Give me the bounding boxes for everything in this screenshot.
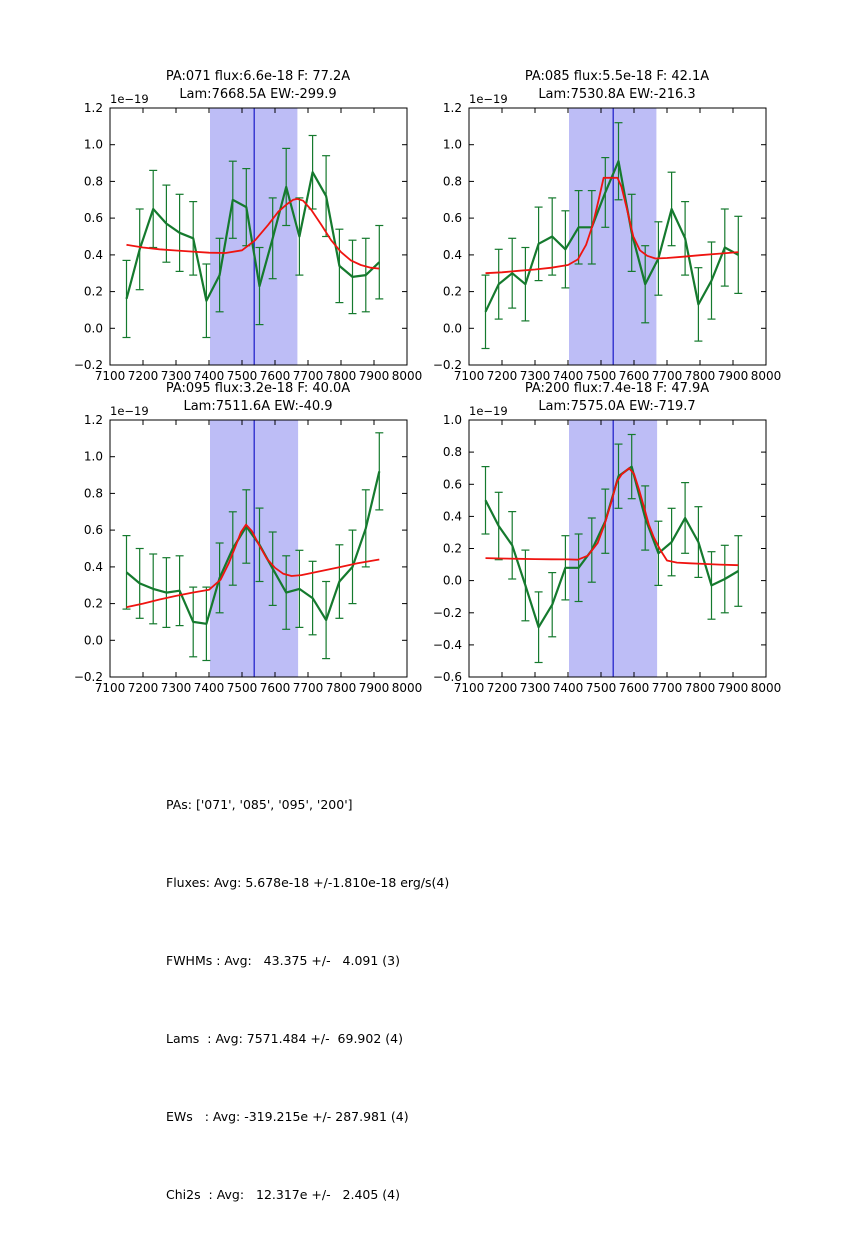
y-tick-label: 1.2: [83, 413, 103, 427]
plot-title-line1: PA:071 flux:6.6e-18 F: 77.2A: [165, 69, 351, 84]
plot-canvas-pa-085: [424, 64, 782, 389]
y-tick-label: 1.0: [83, 137, 103, 152]
x-tick-label: 8000: [391, 369, 423, 383]
x-tick-label: 8000: [750, 681, 782, 695]
x-tick-label: 7900: [717, 681, 749, 695]
plot-title-line1: PA:085 flux:5.5e-18 F: 42.1A: [524, 69, 710, 84]
summary-line-chi2s: Chi2s : Avg: 12.317e +/- 2.405 (4): [166, 1187, 400, 1202]
x-tick-label: 7600: [259, 681, 291, 695]
y-tick-label: 1.2: [442, 101, 462, 115]
plot-area: [74, 413, 422, 695]
x-tick-label: 7400: [552, 369, 584, 383]
plot-title-line2: Lam:7530.8A EW:-216.3: [538, 87, 696, 102]
x-tick-label: 7400: [193, 681, 225, 695]
y-tick-label: −0.2: [432, 358, 462, 372]
y-tick-label: 1.0: [442, 137, 462, 152]
y-tick-label: 0.2: [83, 596, 103, 611]
x-tick-label: 7500: [226, 369, 258, 383]
x-tick-label: 7300: [160, 369, 192, 383]
x-tick-label: 7900: [717, 369, 749, 383]
x-tick-label: 7100: [453, 369, 485, 383]
x-tick-label: 7500: [585, 681, 617, 695]
x-tick-label: 7600: [259, 369, 291, 383]
x-tick-label: 8000: [750, 369, 782, 383]
y-tick-label: 0.6: [442, 477, 462, 492]
x-tick-label: 7300: [519, 681, 551, 695]
x-tick-label: 7800: [325, 681, 357, 695]
y-tick-label: 0.0: [83, 633, 103, 648]
x-tick-label: 7600: [618, 369, 650, 383]
y-axis-offset-label: 1e−19: [469, 404, 508, 418]
summary-line-fluxes: Fluxes: Avg: 5.678e-18 +/-1.810e-18 erg/s(4): [166, 875, 450, 890]
plot-area: [74, 101, 422, 383]
y-tick-label: 0.4: [83, 247, 103, 262]
y-axis-offset-label: 1e−19: [469, 92, 508, 106]
y-tick-label: 0.6: [83, 523, 103, 538]
subplot-pa-200: [424, 376, 782, 701]
plot-canvas-pa-095: [65, 376, 423, 701]
plot-title-line1: PA:095 flux:3.2e-18 F: 40.0A: [165, 381, 351, 396]
x-tick-label: 7800: [684, 369, 716, 383]
subplot-pa-085: [424, 64, 782, 389]
x-tick-label: 7900: [358, 369, 390, 383]
y-tick-label: −0.4: [432, 637, 462, 652]
subplot-pa-071: [65, 64, 423, 389]
y-tick-label: 0.4: [442, 509, 462, 524]
summary-text-block: [166, 740, 449, 1260]
x-tick-label: 7400: [552, 681, 584, 695]
y-tick-label: 0.2: [442, 284, 462, 299]
y-tick-label: −0.2: [432, 605, 462, 620]
y-tick-label: 0.0: [83, 321, 103, 336]
x-tick-label: 7400: [193, 369, 225, 383]
x-tick-label: 7500: [585, 369, 617, 383]
plot-title-line2: Lam:7575.0A EW:-719.7: [538, 399, 696, 414]
y-tick-label: 0.8: [442, 174, 462, 189]
y-axis-offset-label: 1e−19: [110, 92, 149, 106]
x-tick-label: 7700: [292, 681, 324, 695]
y-axis-offset-label: 1e−19: [110, 404, 149, 418]
y-tick-label: 0.2: [442, 541, 462, 556]
y-tick-label: 0.8: [442, 445, 462, 460]
plot-canvas-pa-200: [424, 376, 782, 701]
plot-canvas-pa-071: [65, 64, 423, 389]
x-tick-label: 7200: [127, 369, 159, 383]
y-tick-label: 0.6: [442, 211, 462, 226]
y-tick-label: 0.8: [83, 174, 103, 189]
y-tick-label: 1.2: [83, 101, 103, 115]
x-tick-label: 7200: [486, 681, 518, 695]
y-tick-label: −0.2: [73, 670, 103, 684]
plot-area: [433, 101, 781, 383]
x-tick-label: 7600: [618, 681, 650, 695]
x-tick-label: 7800: [325, 369, 357, 383]
y-tick-label: 0.4: [442, 247, 462, 262]
x-tick-label: 7100: [94, 681, 126, 695]
plot-title-line2: Lam:7668.5A EW:-299.9: [179, 87, 337, 102]
x-tick-label: 7200: [486, 369, 518, 383]
x-tick-label: 7100: [94, 369, 126, 383]
summary-line-fwhms: FWHMs : Avg: 43.375 +/- 4.091 (3): [166, 953, 400, 968]
x-tick-label: 7100: [453, 681, 485, 695]
summary-line-pas: PAs: ['071', '085', '095', '200']: [166, 797, 353, 812]
y-tick-label: 0.0: [442, 573, 462, 588]
x-tick-label: 7700: [292, 369, 324, 383]
plot-title-line2: Lam:7511.6A EW:-40.9: [183, 399, 333, 414]
x-tick-label: 7700: [651, 369, 683, 383]
summary-line-lams: Lams : Avg: 7571.484 +/- 69.902 (4): [166, 1031, 403, 1046]
x-tick-label: 7500: [226, 681, 258, 695]
y-tick-label: 1.0: [442, 413, 462, 427]
y-tick-label: 0.0: [442, 321, 462, 336]
x-tick-label: 7300: [519, 369, 551, 383]
x-tick-label: 7800: [684, 681, 716, 695]
x-tick-label: 8000: [391, 681, 423, 695]
y-tick-label: 0.6: [83, 211, 103, 226]
x-tick-label: 7300: [160, 681, 192, 695]
x-tick-label: 7900: [358, 681, 390, 695]
x-tick-label: 7700: [651, 681, 683, 695]
y-tick-label: 0.2: [83, 284, 103, 299]
plot-title-line1: PA:200 flux:7.4e-18 F: 47.9A: [524, 381, 710, 396]
y-tick-label: 0.4: [83, 559, 103, 574]
y-tick-label: −0.2: [73, 358, 103, 372]
y-tick-label: 1.0: [83, 449, 103, 464]
x-tick-label: 7200: [127, 681, 159, 695]
subplot-pa-095: [65, 376, 423, 701]
plot-area: [433, 413, 781, 695]
y-tick-label: −0.6: [432, 670, 462, 684]
y-tick-label: 0.8: [83, 486, 103, 501]
summary-line-ews: EWs : Avg: -319.215e +/- 287.981 (4): [166, 1109, 409, 1124]
